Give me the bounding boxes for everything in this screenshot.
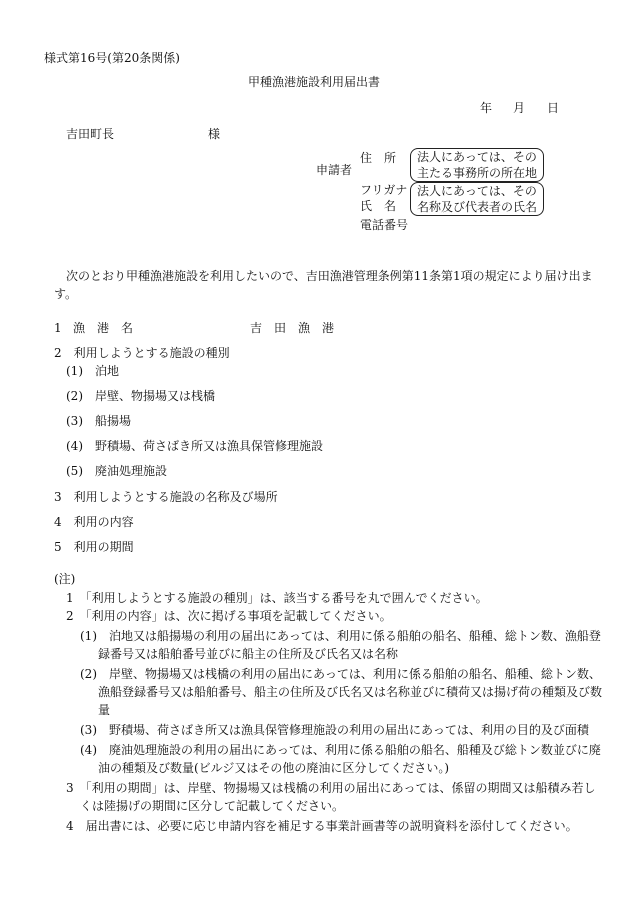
address-note-bracket	[410, 148, 544, 182]
notes-heading: (注)	[54, 572, 76, 586]
name-note-line-2: 名称及び代表者の氏名	[417, 200, 538, 214]
note-3-line-1: 3 「利用の期間」は、岸壁、物揚場又は桟橋の利用の届出にあっては、係留の期間又は船積み若し	[66, 781, 596, 795]
note-2-1-line-2: 録番号又は船舶番号並びに船主の住所及び氏名又は名称	[98, 647, 399, 661]
facility-type-1: (1) 泊地	[66, 364, 119, 378]
address-note-line-2: 主たる事務所の所在地	[417, 166, 538, 180]
note-2-2-line-3: 量	[98, 703, 111, 717]
item-3: 3 利用しようとする施設の名称及び場所	[54, 490, 278, 504]
facility-type-2: (2) 岸壁、物揚場又は桟橋	[66, 389, 215, 403]
note-2-4-line-1: (4) 廃油処理施設の利用の届出にあっては、利用に係る船舶の船名、船種及び総トン数並びに廃	[80, 743, 601, 757]
item-1-number: 1	[54, 321, 62, 335]
date-month: 月	[513, 101, 526, 115]
note-2-3: (3) 野積場、荷さばき所又は漁具保管修理施設の利用の届出にあっては、利用の目的及び面積	[80, 723, 589, 737]
date-day: 日	[547, 101, 560, 115]
item-1-label: 漁 港 名	[73, 321, 134, 335]
note-2-4-line-2: 油の種類及び数量(ビルジ又はその他の廃油に区分してください。)	[98, 761, 450, 775]
note-4: 4 届出書には、必要に応じ申請内容を補足する事業計画書等の説明資料を添付してください。	[66, 819, 578, 833]
facility-type-3: (3) 船揚場	[66, 414, 131, 428]
name-note-bracket	[410, 182, 544, 216]
note-2: 2 「利用の内容」は、次に掲げる事項を記載してください。	[66, 609, 392, 623]
furigana-label: フリガナ	[360, 183, 408, 197]
applicant-label: 申請者	[316, 163, 353, 177]
note-2-2-line-1: (2) 岸壁、物揚場又は桟橋の利用の届出にあっては、利用に係る船舶の船名、船種、総トン数、	[80, 667, 601, 681]
name-label: 氏 名	[360, 199, 397, 213]
address-note-line-1: 法人にあっては、その	[417, 150, 537, 164]
item-1-value: 吉 田 漁 港	[250, 321, 335, 335]
note-1: 1 「利用しようとする施設の種別」は、該当する番号を丸で囲んでください。	[66, 591, 488, 605]
facility-type-4: (4) 野積場、荷さばき所又は漁具保管修理施設	[66, 439, 323, 453]
note-3-line-2: くは陸揚げの期間に区分して記載してください。	[80, 799, 345, 813]
note-2-2-line-2: 漁船登録番号又は船舶番号、船主の住所及び氏名又は名称並びに積荷又は揚げ荷の種類及び数	[98, 685, 603, 699]
item-2: 2 利用しようとする施設の種別	[54, 346, 230, 360]
name-note-line-1: 法人にあっては、その	[417, 184, 537, 198]
note-2-1-line-1: (1) 泊地又は船揚場の利用の届出にあっては、利用に係る船舶の船名、船種、総トン数、漁船登	[80, 629, 601, 643]
date-year: 年	[480, 101, 493, 115]
addressee-honorific: 様	[208, 127, 221, 141]
intro-line-1: 次のとおり甲種漁港施設を利用したいので、吉田漁港管理条例第11条第1項の規定により届け出ま	[66, 269, 593, 283]
item-5: 5 利用の期間	[54, 540, 134, 554]
document-title: 甲種漁港施設利用届出書	[248, 75, 381, 89]
phone-label: 電話番号	[360, 218, 409, 232]
facility-type-5: (5) 廃油処理施設	[66, 464, 167, 478]
address-label: 住 所	[360, 151, 397, 165]
addressee-name: 吉田町長	[66, 127, 115, 141]
form-number: 様式第16号(第20条関係)	[44, 51, 180, 65]
intro-line-2: す。	[54, 287, 78, 301]
item-4: 4 利用の内容	[54, 515, 134, 529]
